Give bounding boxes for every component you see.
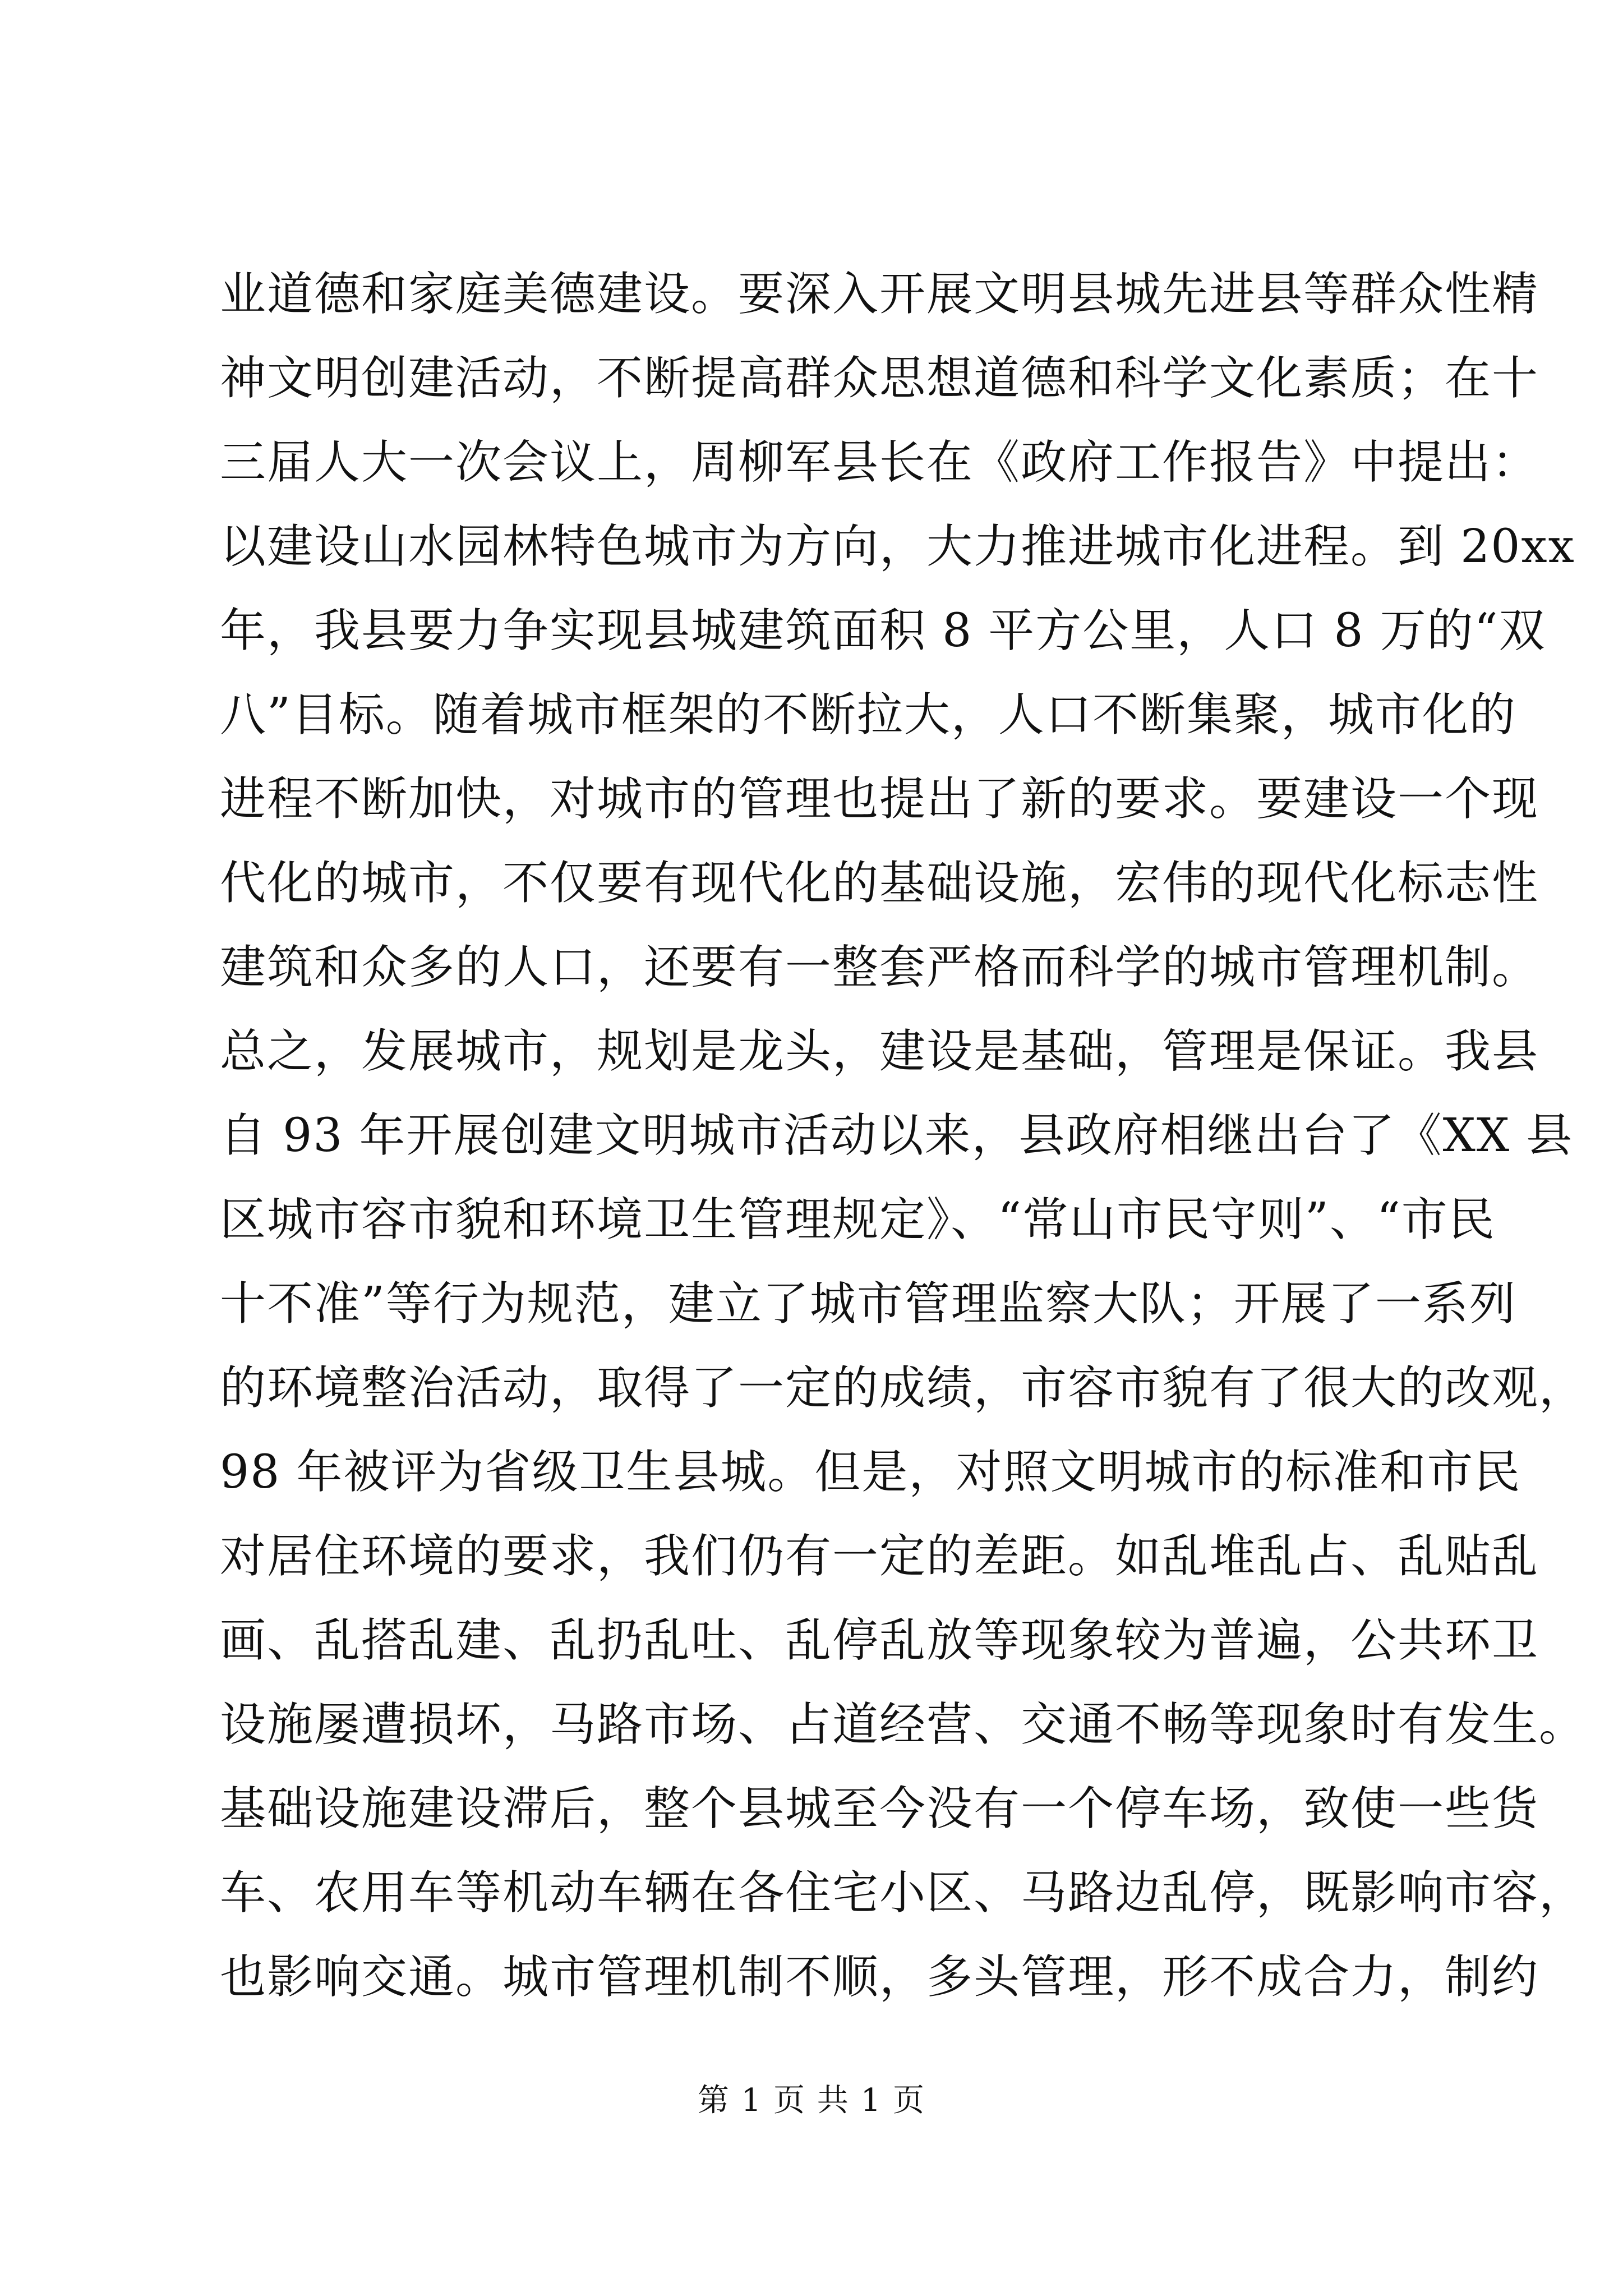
text-line-4: 以建设山水园林特色城市为方向，大力推进城市化进程。到 20xx [220, 520, 1575, 573]
text-line-16: 对居住环境的要求，我们仍有一定的差距。如乱堆乱占、乱贴乱 [220, 1530, 1539, 1583]
text-line-10: 总之，发展城市，规划是龙头，建设是基础，管理是保证。我县 [220, 1025, 1539, 1078]
text-line-20: 车、农用车等机动车辆在各住宅小区、马路边乱停，既影响市容， [220, 1866, 1587, 1920]
text-line-5: 年，我县要力争实现县城建筑面积 8 平方公里，人口 8 万的“双 [220, 604, 1546, 657]
text-line-21: 也影响交通。城市管理机制不顺，多头管理，形不成合力，制约 [220, 1950, 1539, 2004]
text-line-17: 画、乱搭乱建、乱扔乱吐、乱停乱放等现象较为普遍，公共环卫 [220, 1614, 1539, 1667]
text-line-8: 代化的城市，不仅要有现代化的基础设施，宏伟的现代化标志性 [220, 857, 1539, 910]
text-line-9: 建筑和众多的人口，还要有一整套严格而科学的城市管理机制。 [220, 941, 1539, 994]
text-line-13: 十不准”等行为规范，建立了城市管理监察大队；开展了一系列 [220, 1277, 1516, 1331]
text-line-19: 基础设施建设滞后，整个县城至今没有一个停车场，致使一些货 [220, 1782, 1539, 1835]
text-line-1: 业道德和家庭美德建设。要深入开展文明县城先进县等群众性精 [220, 268, 1539, 321]
page-footer: 第 1 页 共 1 页 [697, 2082, 926, 2119]
text-line-18: 设施屡遭损坏，马路市场、占道经营、交通不畅等现象时有发生。 [220, 1698, 1587, 1751]
text-line-3: 三届人大一次会议上，周柳军县长在《政府工作报告》中提出： [220, 436, 1539, 489]
text-line-14: 的环境整治活动，取得了一定的成绩，市容市貌有了很大的改观， [220, 1361, 1587, 1415]
text-line-6: 八”目标。随着城市框架的不断拉大，人口不断集聚，城市化的 [220, 688, 1516, 742]
text-line-15: 98 年被评为省级卫生县城。但是，对照文明城市的标准和市民 [220, 1446, 1521, 1499]
text-line-7: 进程不断加快，对城市的管理也提出了新的要求。要建设一个现 [220, 772, 1539, 826]
text-line-2: 神文明创建活动，不断提高群众思想道德和科学文化素质；在十 [220, 352, 1539, 405]
body-text [220, 252, 1587, 2019]
text-line-12: 区城市容市貌和环境卫生管理规定》、“常山市民守则”、“市民 [220, 1193, 1496, 1246]
text-line-11: 自 93 年开展创建文明城市活动以来，县政府相继出台了《XX 县 [220, 1109, 1574, 1162]
